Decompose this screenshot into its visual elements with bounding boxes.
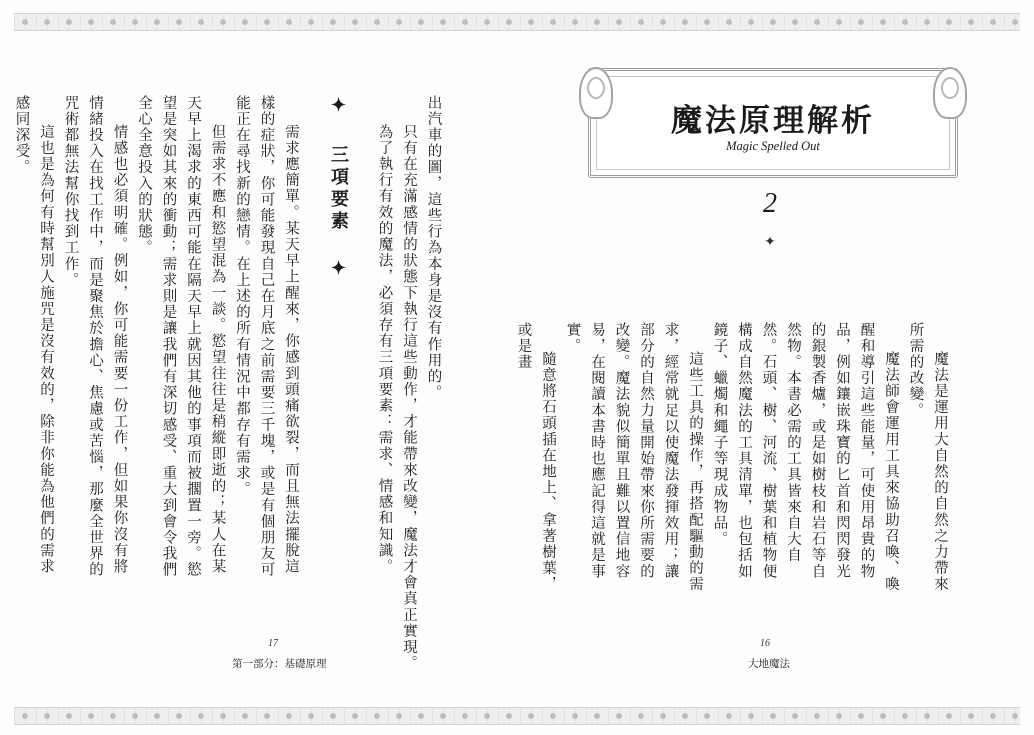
left-page-body: [13, 95, 303, 590]
top-decorative-border: [14, 13, 1020, 31]
section-heading-three-elements: ✦ 三項要素 ✦: [328, 95, 349, 283]
right-page-number: 16: [760, 638, 770, 649]
body-paragraph-need: 需求應簡單。某天早上醒來，你感到頭痛欲裂，而且無法擺脫這樣的症狀，你可能發現自己在月底之前需要三千塊，或是有個朋友可能正在尋找新的戀情。在上述的所有情況中都存有需求。: [234, 95, 299, 578]
chapter-title-frame: [588, 68, 958, 178]
intro-line-3: 為了執行有效的魔法，必須存有三項要素：需求、情感和知識。: [376, 124, 393, 575]
body-paragraph-emotion: 情感也必須明確。例如，你可能需要一份工作，但如果你沒有將情緒投入在找工作中，而是聚焦於擔心、焦慮或苦惱，那麼全世界的咒術都無法幫你找到工作。: [62, 95, 128, 578]
body-paragraph-desire: 但需求不應和慾望混為一談。慾望往往是稍縱即逝的；某人在某天早上渴求的東西可能在隔天早上就因其他的事項而被擱置一旁。慾望是突如其來的衝動；需求則是讓我們有深切感受、重大到會令我們全心全意投入的狀態。: [136, 95, 226, 578]
chapter-subtitle: Magic Spelled Out: [726, 139, 820, 153]
body-paragraph-operation: 這些工具的操作，再搭配驅動的需求，經常就足以使魔法發揮效用；讓部分的自然力量開始帶來你所需要的改變。魔法貌似簡單且難以置信地容易，在閱讀本書時也應記得這就是事實。: [564, 322, 703, 593]
body-paragraph-tools: 魔法師會運用工具來協助召喚、喚醒和導引這些能量，可使用昂貴的物品，例如鑲嵌珠寶的匕首和閃閃發光的銀製香爐，或是如樹枝和岩石等自然物。本書必需的工具皆來自大自然。石頭、樹、河流、樹葉和植物便構成自然魔法的工具清單，也包括如鏡子、蠟燭和繩子等現成物品。: [711, 322, 899, 593]
left-page-intro: [372, 95, 446, 672]
right-page-body: [515, 322, 952, 594]
bottom-decorative-border: [14, 707, 1020, 725]
body-paragraph-magic-definition: 魔法是運用大自然的自然之力帶來所需的改變。: [907, 322, 948, 593]
left-page-footer: 第一部分：基礎原理: [232, 658, 327, 670]
chapter-number: 2: [763, 188, 777, 219]
body-paragraph-others: 這也是為何有時幫別人施咒是沒有效的，除非你能為他們的需求感同深受。: [13, 95, 54, 575]
right-page-footer: 大地魔法: [748, 658, 790, 670]
diamond-ornament-icon: ✦: [764, 234, 776, 250]
body-paragraph-continuation: 隨意將石頭插在地上、拿著樹葉，或是畫: [515, 322, 556, 593]
chapter-title: 魔法原理解析: [671, 103, 875, 139]
left-page-number: 17: [268, 638, 278, 649]
intro-line-1: 出汽車的圖，這些行為本身是沒有作用的。: [425, 95, 442, 401]
intro-line-2: 只有在充滿感情的狀態下執行這些動作，才能帶來改變，魔法才會真正實現。: [401, 124, 417, 672]
